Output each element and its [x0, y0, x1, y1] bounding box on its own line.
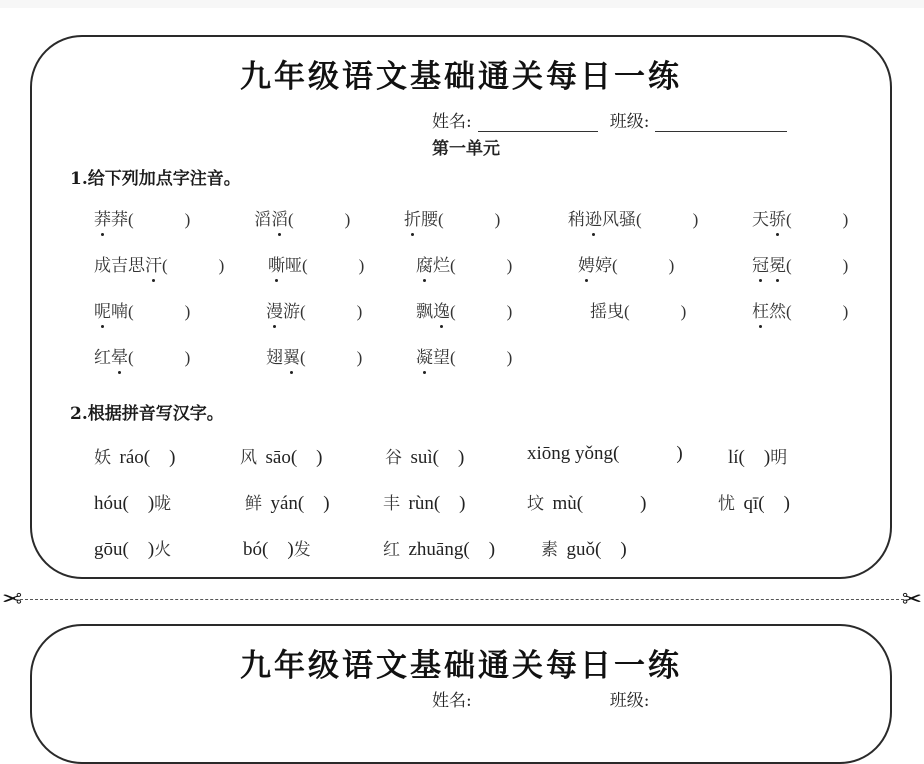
pinyin-with-blank[interactable]: gōu( ): [94, 539, 155, 560]
pinyin-item: [245, 489, 330, 515]
char: 摇: [590, 302, 607, 322]
dotted-char: 漫: [266, 297, 283, 322]
dotted-char: 逊: [585, 205, 602, 230]
section1-row: [32, 251, 924, 281]
phonetic-item: [94, 251, 224, 276]
phonetic-item: [94, 205, 190, 230]
pinyin-with-blank[interactable]: qī( ): [743, 493, 790, 514]
char: 风: [602, 210, 619, 230]
worksheet-card-2: [30, 624, 892, 764]
pinyin-item: [527, 443, 683, 465]
phonetic-item: [94, 297, 190, 322]
given-char: 明: [770, 448, 788, 468]
pinyin-item: [240, 443, 322, 469]
student-info-line: [432, 107, 787, 132]
pinyin-with-blank[interactable]: bó( ): [243, 539, 294, 560]
pinyin-with-blank[interactable]: suì( ): [410, 447, 465, 468]
given-char: 妖: [94, 448, 120, 468]
dotted-char: 折: [404, 205, 421, 230]
section1-row: [32, 343, 924, 373]
answer-blank[interactable]: ( ): [450, 302, 513, 321]
dotted-char: 娉: [578, 251, 595, 276]
scissors-icon: ✂: [2, 585, 23, 613]
answer-blank[interactable]: ( ): [302, 256, 365, 275]
section1-row: [32, 205, 924, 235]
section2-row: [32, 535, 924, 565]
char: 稍: [568, 210, 585, 230]
class-label: 班级:: [609, 691, 650, 711]
phonetic-item: [568, 205, 698, 230]
section1-heading: 1.给下列加点字注音。: [70, 169, 241, 189]
answer-blank[interactable]: ( ): [128, 302, 191, 321]
pinyin-item: [383, 489, 465, 515]
top-band: [0, 0, 924, 8]
dotted-char: 嘶: [268, 251, 285, 276]
pinyin-with-blank[interactable]: zhuāng( ): [408, 539, 496, 560]
phonetic-item: [266, 297, 362, 322]
given-char: 咙: [154, 494, 172, 514]
pinyin-item: [94, 489, 171, 515]
section2-row: [32, 489, 924, 519]
given-char: 风: [240, 448, 266, 468]
phonetic-item: [416, 251, 512, 276]
pinyin-with-blank[interactable]: xiōng yǒng( ): [527, 443, 683, 464]
answer-blank[interactable]: ( ): [636, 210, 699, 229]
given-char: 火: [154, 540, 172, 560]
class-label: 班级:: [609, 112, 650, 132]
name-blank[interactable]: [478, 692, 598, 711]
dotted-char: 翼: [283, 343, 300, 368]
name-label: 姓名:: [432, 691, 472, 711]
given-char: 坟: [527, 494, 553, 514]
answer-blank[interactable]: ( ): [786, 210, 849, 229]
class-blank[interactable]: [655, 113, 787, 132]
answer-blank[interactable]: ( ): [786, 256, 849, 275]
char: 吉: [111, 256, 128, 276]
given-char: 红: [383, 540, 409, 560]
answer-blank[interactable]: ( ): [128, 210, 191, 229]
worksheet-title: 九年级语文基础通关每日一练: [240, 648, 682, 684]
answer-blank[interactable]: ( ): [786, 302, 849, 321]
dotted-char: 呢: [94, 297, 111, 322]
unit-label: 第一单元: [432, 139, 500, 159]
given-char: 发: [293, 540, 311, 560]
char: 腰: [421, 210, 438, 230]
student-info-line: [432, 686, 649, 711]
given-char: 忧: [718, 494, 744, 514]
char: 游: [283, 302, 300, 322]
pinyin-item: [94, 443, 175, 469]
char: 哑: [285, 256, 302, 276]
dotted-char: 莽: [94, 205, 111, 230]
char: 成: [94, 256, 111, 276]
answer-blank[interactable]: ( ): [162, 256, 225, 275]
pinyin-with-blank[interactable]: lí( ): [728, 447, 771, 468]
dotted-char: 滔: [271, 205, 288, 230]
pinyin-item: [383, 535, 495, 561]
section2-row: [32, 443, 924, 473]
dotted-char: 晕: [111, 343, 128, 368]
pinyin-with-blank[interactable]: ráo( ): [119, 447, 176, 468]
pinyin-item: [527, 489, 646, 515]
pinyin-with-blank[interactable]: sāo( ): [265, 447, 323, 468]
char: 翅: [266, 348, 283, 368]
answer-blank[interactable]: ( ): [438, 210, 501, 229]
answer-blank[interactable]: ( ): [288, 210, 351, 229]
answer-blank[interactable]: ( ): [450, 256, 513, 275]
dotted-char: 汗: [145, 251, 162, 276]
answer-blank[interactable]: ( ): [612, 256, 675, 275]
char: 曳: [607, 302, 624, 322]
worksheet-title: 九年级语文基础通关每日一练: [240, 59, 682, 95]
phonetic-item: [590, 297, 686, 322]
section1-row: [32, 297, 924, 327]
scissors-icon: ✂: [901, 585, 922, 613]
pinyin-with-blank[interactable]: guǒ( ): [566, 539, 627, 560]
phonetic-item: [266, 343, 362, 368]
dotted-char: 枉: [752, 297, 769, 322]
pinyin-item: [541, 535, 627, 561]
phonetic-item: [254, 205, 350, 230]
phonetic-item: [752, 251, 848, 276]
dotted-char: 腐: [416, 251, 433, 276]
dotted-char: 冠: [752, 251, 769, 276]
given-char: 丰: [383, 494, 409, 514]
answer-blank[interactable]: ( ): [300, 302, 363, 321]
char: 莽: [111, 210, 128, 230]
pinyin-item: [728, 443, 787, 469]
char: 红: [94, 348, 111, 368]
char: 飘: [416, 302, 433, 322]
char: 烂: [433, 256, 450, 276]
char: 滔: [254, 210, 271, 230]
given-char: 谷: [385, 448, 411, 468]
pinyin-item: [94, 535, 171, 561]
phonetic-item: [94, 343, 190, 368]
phonetic-item: [752, 205, 848, 230]
answer-blank[interactable]: ( ): [128, 348, 191, 367]
char: 天: [752, 210, 769, 230]
answer-blank[interactable]: ( ): [624, 302, 687, 321]
given-char: 鲜: [245, 494, 271, 514]
section2-heading: 2.根据拼音写汉字。: [70, 404, 224, 424]
dotted-char: 逸: [433, 297, 450, 322]
char: 喃: [111, 302, 128, 322]
name-label: 姓名:: [432, 112, 472, 132]
phonetic-item: [752, 297, 848, 322]
phonetic-item: [268, 251, 364, 276]
name-blank[interactable]: [478, 113, 598, 132]
cut-line: [20, 599, 904, 600]
char: 骚: [619, 210, 636, 230]
worksheet-card-1: [30, 35, 892, 579]
char: 思: [128, 256, 145, 276]
answer-blank[interactable]: ( ): [450, 348, 513, 367]
pinyin-item: [243, 535, 311, 561]
pinyin-item: [385, 443, 464, 469]
phonetic-item: [404, 205, 500, 230]
dotted-char: 凝: [416, 343, 433, 368]
given-char: 素: [541, 540, 567, 560]
phonetic-item: [416, 297, 512, 322]
answer-blank[interactable]: ( ): [300, 348, 363, 367]
phonetic-item: [416, 343, 512, 368]
pinyin-with-blank[interactable]: yán( ): [270, 493, 330, 514]
pinyin-item: [718, 489, 790, 515]
pinyin-with-blank[interactable]: rùn( ): [408, 493, 466, 514]
char: 然: [769, 302, 786, 322]
dotted-char: 骄: [769, 205, 786, 230]
dotted-char: 冕: [769, 251, 786, 276]
phonetic-item: [578, 251, 674, 276]
char: 望: [433, 348, 450, 368]
pinyin-with-blank[interactable]: hóu( ): [94, 493, 155, 514]
pinyin-with-blank[interactable]: mù( ): [552, 493, 647, 514]
char: 婷: [595, 256, 612, 276]
